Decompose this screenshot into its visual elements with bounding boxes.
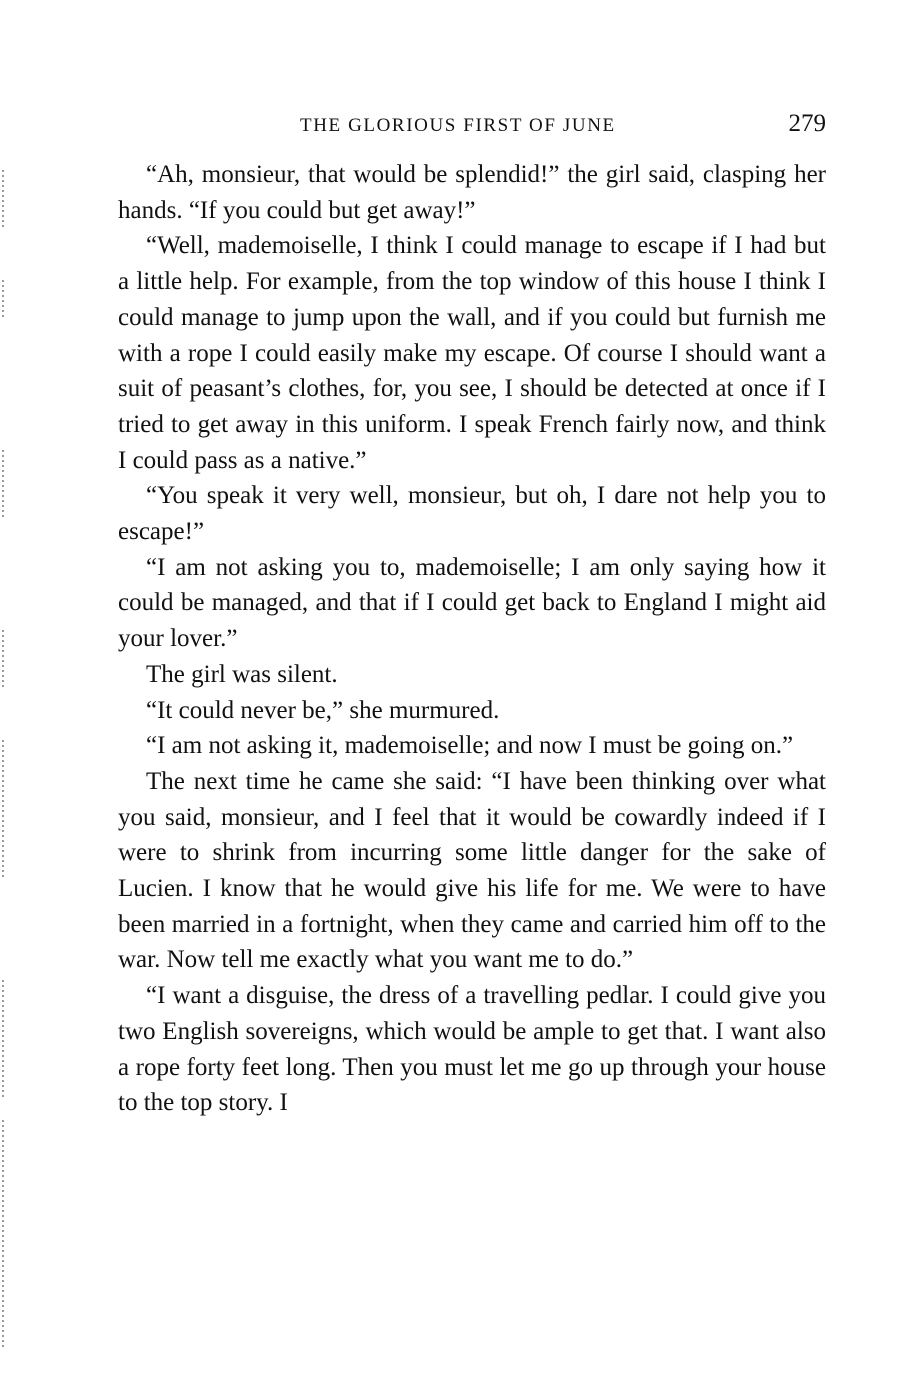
paragraph: “It could never be,” she murmured.: [146, 696, 500, 724]
binding-mark: [2, 740, 4, 880]
binding-mark: [2, 280, 4, 320]
binding-mark: [2, 630, 4, 690]
binding-edge-marks: [2, 160, 10, 1350]
paragraph: “You speak it very well, monsieur, but oh, I dare not help you to escape!”: [118, 482, 826, 546]
paragraph: “I want a disguise, the dress of a travelling pedlar. I could give you two English sovereigns, which would be ample to get that. I want also a rope forty feet long. Then you must let me go up through your house to the top story. I: [118, 982, 826, 1117]
paragraph: The girl was silent.: [146, 660, 338, 688]
paragraph: “Ah, monsieur, that would be splendid!” the girl said, clasping her hands. “If you could but get away!”: [118, 161, 826, 224]
binding-mark: [2, 1120, 4, 1350]
paragraph: “Well, mademoiselle, I think I could manage to escape if I had but a little help. For example, from the top window of this house I think I could manage to jump upon the wall, and if you could but furnish me with a rope I could easily make my escape. Of course I should want a suit of peasant’s clothes, for, you see, I should be detected at once if I tried to get away in this uniform. I speak French fairly now, and think I could pass as a native.”: [118, 232, 826, 474]
paragraph: “I am not asking it, mademoiselle; and now I must be going on.”: [146, 732, 794, 760]
binding-mark: [2, 450, 4, 520]
paragraph: “I am not asking you to, mademoiselle; I am only saying how it could be managed, and that if I could get back to England I might aid your lover.”: [118, 553, 826, 653]
book-page: [118, 0, 826, 1381]
page-number: 279: [788, 110, 826, 137]
running-title: THE GLORIOUS FIRST OF JUNE: [300, 115, 616, 136]
binding-mark: [2, 980, 4, 1100]
paragraph: The next time he came she said: “I have been thinking over what you said, monsieur, and I feel that it would be cowardly indeed if I were to shrink from incurring some little danger for the sake of Lucien. I know that he would give his life for me. We were to have been married in a fortnight, when they came and carried him off to the war. Now tell me exactly what you want me to do.”: [118, 767, 826, 974]
running-head: [118, 110, 826, 144]
binding-mark: [2, 170, 4, 230]
body-text: [118, 157, 826, 1121]
